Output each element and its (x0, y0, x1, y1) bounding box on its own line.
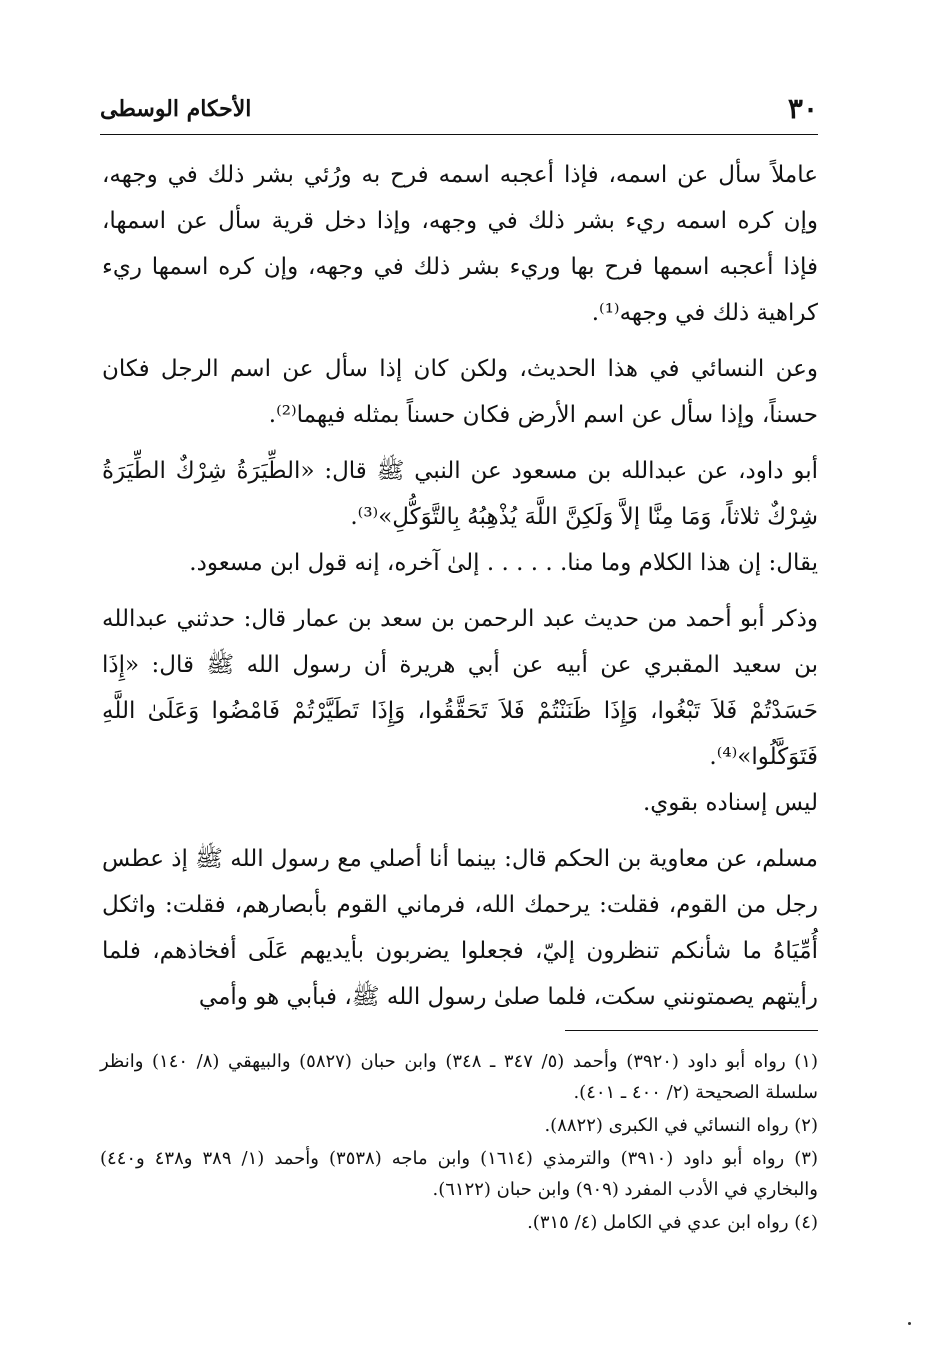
main-text (102, 152, 818, 1030)
footnote-separator (565, 1030, 818, 1031)
paragraph: وعن النسائي في هذا الحديث، ولكن كان إذا سأل عن اسم الرجل فكان حسناً، وإذا سأل عن اسم الأرض فكان حسناً بمثله فيهما⁽²⁾. (102, 356, 818, 428)
scan-speck (908, 1322, 911, 1325)
footnote: (٣) رواه أبو داود (٣٩١٠) والترمذي (١٦١٤) وابن ماجه (٣٥٣٨) وأحمد (١/ ٣٨٩ و٤٣٨ و٤٤٠) والبخاري في الأدب المفرد (٩٠٩) وابن حبان (٦١٢٢). (100, 1148, 818, 1200)
paragraph: أبو داود، عن عبدالله بن مسعود عن النبي ﷺ قال: «الطِّيَرَةُ شِرْكٌ الطِّيَرَةُ شِرْكٌ ثلاثاً، وَمَا مِنَّا إلاَّ وَلَكِنَّ اللَّهَ يُذْهِبُهُ بِالتَّوَكُّلِ»⁽³⁾. (102, 458, 818, 530)
paragraph: عاملاً سأل عن اسمه، فإذا أعجبه اسمه فرح به ورُئي بشر ذلك في وجهه، وإن كره اسمه ريء بشر ذلك في وجهه، وإذا دخل قرية سأل عن اسمها، فإذا أعجبه اسمها فرح بها وريء بشر ذلك في وجهه، وإن كره اسمها ريء كراهية ذلك في وجهه⁽¹⁾. (102, 162, 818, 326)
page-number: ٣٠ (787, 92, 818, 125)
paragraph: مسلم، عن معاوية بن الحكم قال: بينما أنا أصلي مع رسول الله ﷺ إذ عطس رجل من القوم، فقلت: يرحمك الله، فرماني القوم بأبصارهم، فقلت: واثكل أُمِّيَاهُ ما شأنكم تنظرون إليّ، فجعلوا يضربون بأيديهم عَلَى أفخاذهم، فلما رأيتهم يصمتونني سكت، فلما صلىٰ رسول الله ﷺ، فبأبي هو وأمي (102, 846, 818, 1010)
running-title: الأحكام الوسطى (100, 96, 252, 122)
footnote: (٤) رواه ابن عدي في الكامل (٤/ ٣١٥). (527, 1212, 818, 1233)
footnote: (٢) رواه النسائي في الكبرى (٨٨٢٢). (544, 1115, 818, 1136)
footnotes (100, 1046, 818, 1240)
paragraph: وذكر أبو أحمد من حديث عبد الرحمن بن سعد بن عمار قال: حدثني عبدالله بن سعيد المقبري عن أبيه عن أبي هريرة أن رسول الله ﷺ قال: «إِذَا حَسَدْتُمْ فَلاَ تَبْغُوا، وَإِذَا ظَنَنْتُمْ فَلاَ تَحَقَّقُوا، وَإِذَا تَطَيَّرْتُمْ فَامْضُوا وَعَلَىٰ اللَّهِ فَتَوَكَّلُوا»⁽⁴⁾. (102, 606, 818, 770)
page-header (100, 90, 818, 135)
paragraph: يقال: إن هذا الكلام وما منا. . . . . . إلىٰ آخره، إنه قول ابن مسعود. (189, 550, 818, 576)
paragraph: ليس إسناده بقوي. (642, 790, 818, 816)
footnote: (١) رواه أبو داود (٣٩٢٠) وأحمد (٥/ ٣٤٧ ـ ٣٤٨) وابن حبان (٥٨٢٧) والبيهقي (٨/ ١٤٠) وانظر سلسلة الصحيحة (٢/ ٤٠٠ ـ ٤٠١). (100, 1051, 818, 1103)
